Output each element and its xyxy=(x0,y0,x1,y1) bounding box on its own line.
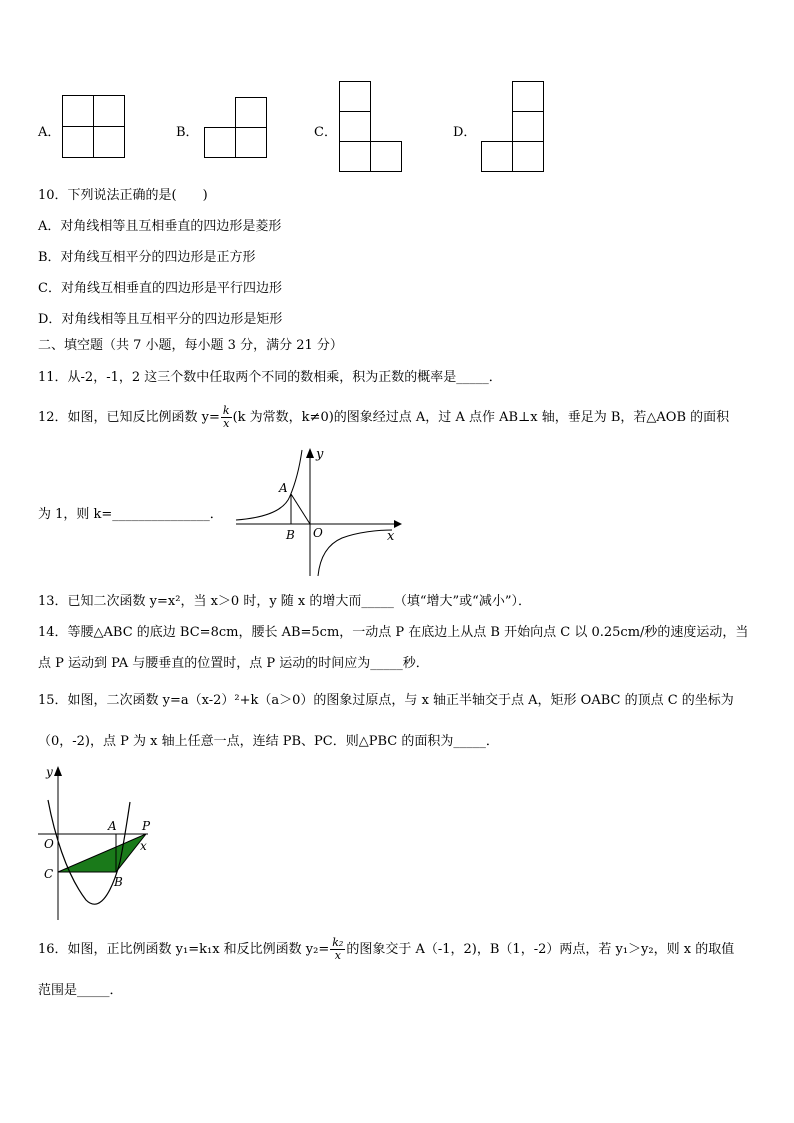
q9-option-c-figure xyxy=(339,81,403,173)
q11-text: 11．从-2，-1，2 这三个数中任取两个不同的数相乘，积为正数的概率是_____． xyxy=(38,370,502,385)
q15-label-b: B xyxy=(114,875,123,889)
q12-y-arrow xyxy=(306,448,314,458)
q16-line2: 范围是_____． xyxy=(38,983,123,998)
q12-segment-ao xyxy=(291,494,310,524)
q9-option-d-label: D． xyxy=(453,125,477,140)
q9-option-a-label: A． xyxy=(38,125,61,140)
q14-line2: 点 P 运动到 PA 与腰垂直的位置时，点 P 运动的时间应为_____秒． xyxy=(38,656,429,671)
q15-line1: 15．如图，二次函数 y=a（x-2）²+k（a＞0）的图象过原点，与 x 轴正半轴交于点 A，矩形 OABC 的顶点 C 的坐标为 xyxy=(38,693,734,708)
q10-option-b: B．对角线互相平分的四边形是正方形 xyxy=(38,250,256,265)
q16-text-a: 16．如图，正比例函数 y₁=k₁x 和反比例函数 y₂= xyxy=(38,942,330,957)
q12-x-arrow xyxy=(394,520,402,528)
q12-line2: 为 1，则 k=_______________． xyxy=(38,507,223,522)
q12-label-o: O xyxy=(313,526,323,540)
q12-text-b: (k 为常数，k≠0)的图象经过点 A，过 A 点作 AB⊥x 轴，垂足为 B，若△AOB 的面积 xyxy=(232,410,730,425)
q12-curve-left xyxy=(236,450,302,520)
q15-label-y: y xyxy=(46,765,53,779)
q9-option-c-label: C． xyxy=(314,125,337,140)
q12-frac-den: x xyxy=(223,417,230,430)
q12-label-b: B xyxy=(286,528,295,542)
q12-line1 xyxy=(38,403,729,433)
q16-frac-num: k₂ xyxy=(332,936,344,949)
q9-option-a-figure xyxy=(62,95,126,159)
q16-line1 xyxy=(38,935,734,965)
q14-line1: 14．等腰△ABC 的底边 BC=8cm，腰长 AB=5cm，一动点 P 在底边上从点 B 开始向点 C 以 0.25cm/秒的速度运动，当 xyxy=(38,625,749,640)
q9-option-b-label: B． xyxy=(176,125,199,140)
q10-option-d: D．对角线相等且互相平分的四边形是矩形 xyxy=(38,312,283,327)
q16-fraction xyxy=(330,937,345,962)
q12-curve-right xyxy=(318,530,392,576)
q15-label-o: O xyxy=(44,837,54,851)
q10-option-a: A．对角线相等且互相垂直的四边形是菱形 xyxy=(38,219,282,234)
q12-label-a: A xyxy=(279,481,288,495)
section-heading: 二、填空题（共 7 小题，每小题 3 分，满分 21 分） xyxy=(38,338,343,353)
q13-text: 13．已知二次函数 y=x²，当 x＞0 时，y 随 x 的增大而_____（填“增大”或“减小”）． xyxy=(38,594,531,609)
q12-frac-num: k xyxy=(222,404,230,417)
q15-label-c: C xyxy=(44,867,54,881)
q9-option-b-figure xyxy=(204,97,268,159)
q15-line2: （0，-2)，点 P 为 x 轴上任意一点，连结 PB、PC．则△PBC 的面积为_____． xyxy=(38,734,499,749)
q15-label-a: A xyxy=(108,819,117,833)
q10-option-c: C．对角线互相垂直的四边形是平行四边形 xyxy=(38,281,282,296)
q12-label-y: y xyxy=(316,447,324,462)
q15-label-x: x xyxy=(140,839,147,853)
q10-stem: 10．下列说法正确的是( ) xyxy=(38,188,208,203)
q15-figure xyxy=(36,762,156,922)
q15-label-p: P xyxy=(142,819,151,833)
q12-label-x: x xyxy=(387,529,395,544)
q15-y-arrow xyxy=(54,766,62,776)
q12-text-a: 12．如图，已知反比例函数 y= xyxy=(38,410,220,425)
q12-figure xyxy=(232,444,402,580)
q16-frac-den: x xyxy=(334,949,341,962)
q9-option-d-figure xyxy=(481,81,545,173)
q15-triangle-pbc xyxy=(58,834,146,872)
q12-fraction xyxy=(221,405,232,430)
q16-text-b: 的图象交于 A（-1，2)，B（1，-2）两点，若 y₁＞y₂，则 x 的取值 xyxy=(346,942,735,957)
